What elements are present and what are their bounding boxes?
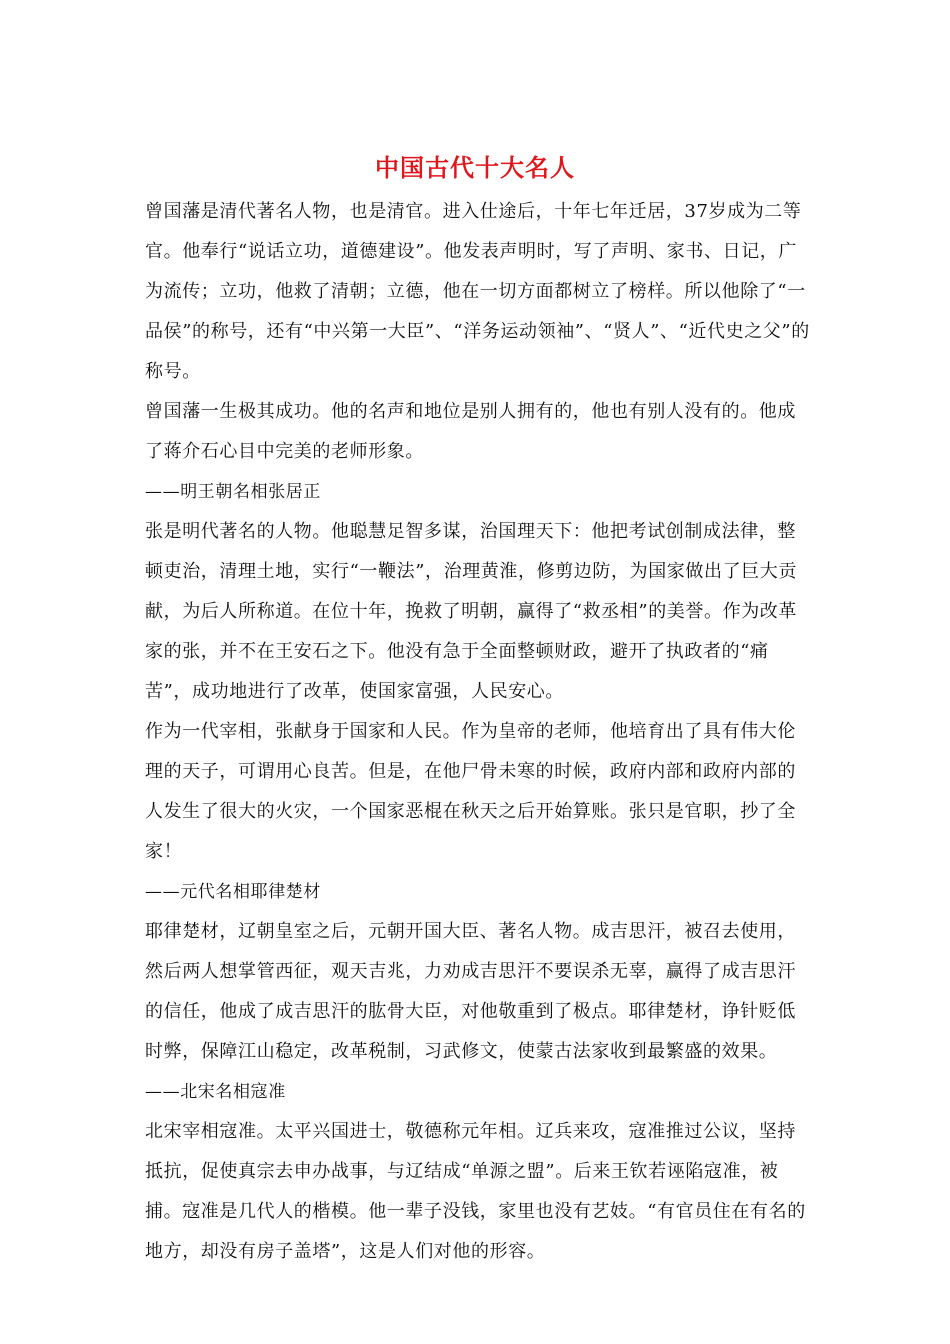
paragraph-zeng-guofan-intro: 曾国藩是清代著名人物，也是清官。进入仕途后，十年七年迁居，37岁成为二等官。他奉行“说话立功，道德建设”。他发表声明时，写了声明、家书、日记，广为流传；立功，他救了清朝；立德，他在一切方面都树立了榜样。所以他除了“一品侯”的称号，还有“中兴第一大臣”、“洋务运动领袖”、“贤人”、“近代史之父”的称号。	[145, 201, 810, 382]
document-body	[145, 192, 813, 1272]
paragraph-zeng-guofan-success: 曾国藩一生极其成功。他的名声和地位是别人拥有的，他也有别人没有的。他成了蒋介石心目中完美的老师形象。	[145, 401, 796, 462]
paragraph-yelu-chucai: 耶律楚材，辽朝皇室之后，元朝开国大臣、著名人物。成吉思汗，被召去使用，然后两人想掌管西征，观天吉兆，力劝成吉思汗不要误杀无辜，赢得了成吉思汗的信任，他成了成吉思汗的肱骨大臣，对他敬重到了极点。耶律楚材，诤针贬低时弊，保障江山稳定，改革税制，习武修文，使蒙古法家收到最繁盛的效果。	[145, 921, 796, 1062]
paragraph-zhang-juzheng-reforms: 张是明代著名的人物。他聪慧足智多谋，治国理天下：他把考试创制成法律，整顿吏治，清理土地，实行“一鞭法”，治理黄淮，修剪边防，为国家做出了巨大贡献，为后人所称道。在位十年，挽救了明朝，赢得了“救丞相”的美誉。作为改革家的张，并不在王安石之下。他没有急于全面整顿财政，避开了执政者的“痛苦”，成功地进行了改革，使国家富强，人民安心。	[145, 521, 798, 702]
section-heading-yelu-chucai: ——元代名相耶律楚材	[145, 882, 321, 902]
paragraph-zhang-juzheng-fate: 作为一代宰相，张献身于国家和人民。作为皇帝的老师，他培育出了具有伟大伦理的天子，可谓用心良苦。但是，在他尸骨未寒的时候，政府内部和政府内部的人发生了很大的火灾，一个国家恶棍在秋天之后开始算账。张只是官职，抄了全家！	[145, 721, 796, 862]
paragraph-kou-zhun: 北宋宰相寇准。太平兴国进士，敬德称元年相。辽兵来攻，寇准推过公议，坚持抵抗，促使真宗去申办战事，与辽结成“单源之盟”。后来王钦若诬陷寇准，被捕。寇准是几代人的楷模。他一辈子没钱，家里也没有艺妓。“有官员住在有名的地方，却没有房子盖塔”，这是人们对他的形容。	[145, 1121, 806, 1262]
section-heading-kou-zhun: ——北宋名相寇准	[145, 1082, 286, 1102]
document-title: 中国古代十大名人	[375, 153, 575, 182]
section-heading-zhang-juzheng: ——明王朝名相张居正	[145, 482, 321, 502]
